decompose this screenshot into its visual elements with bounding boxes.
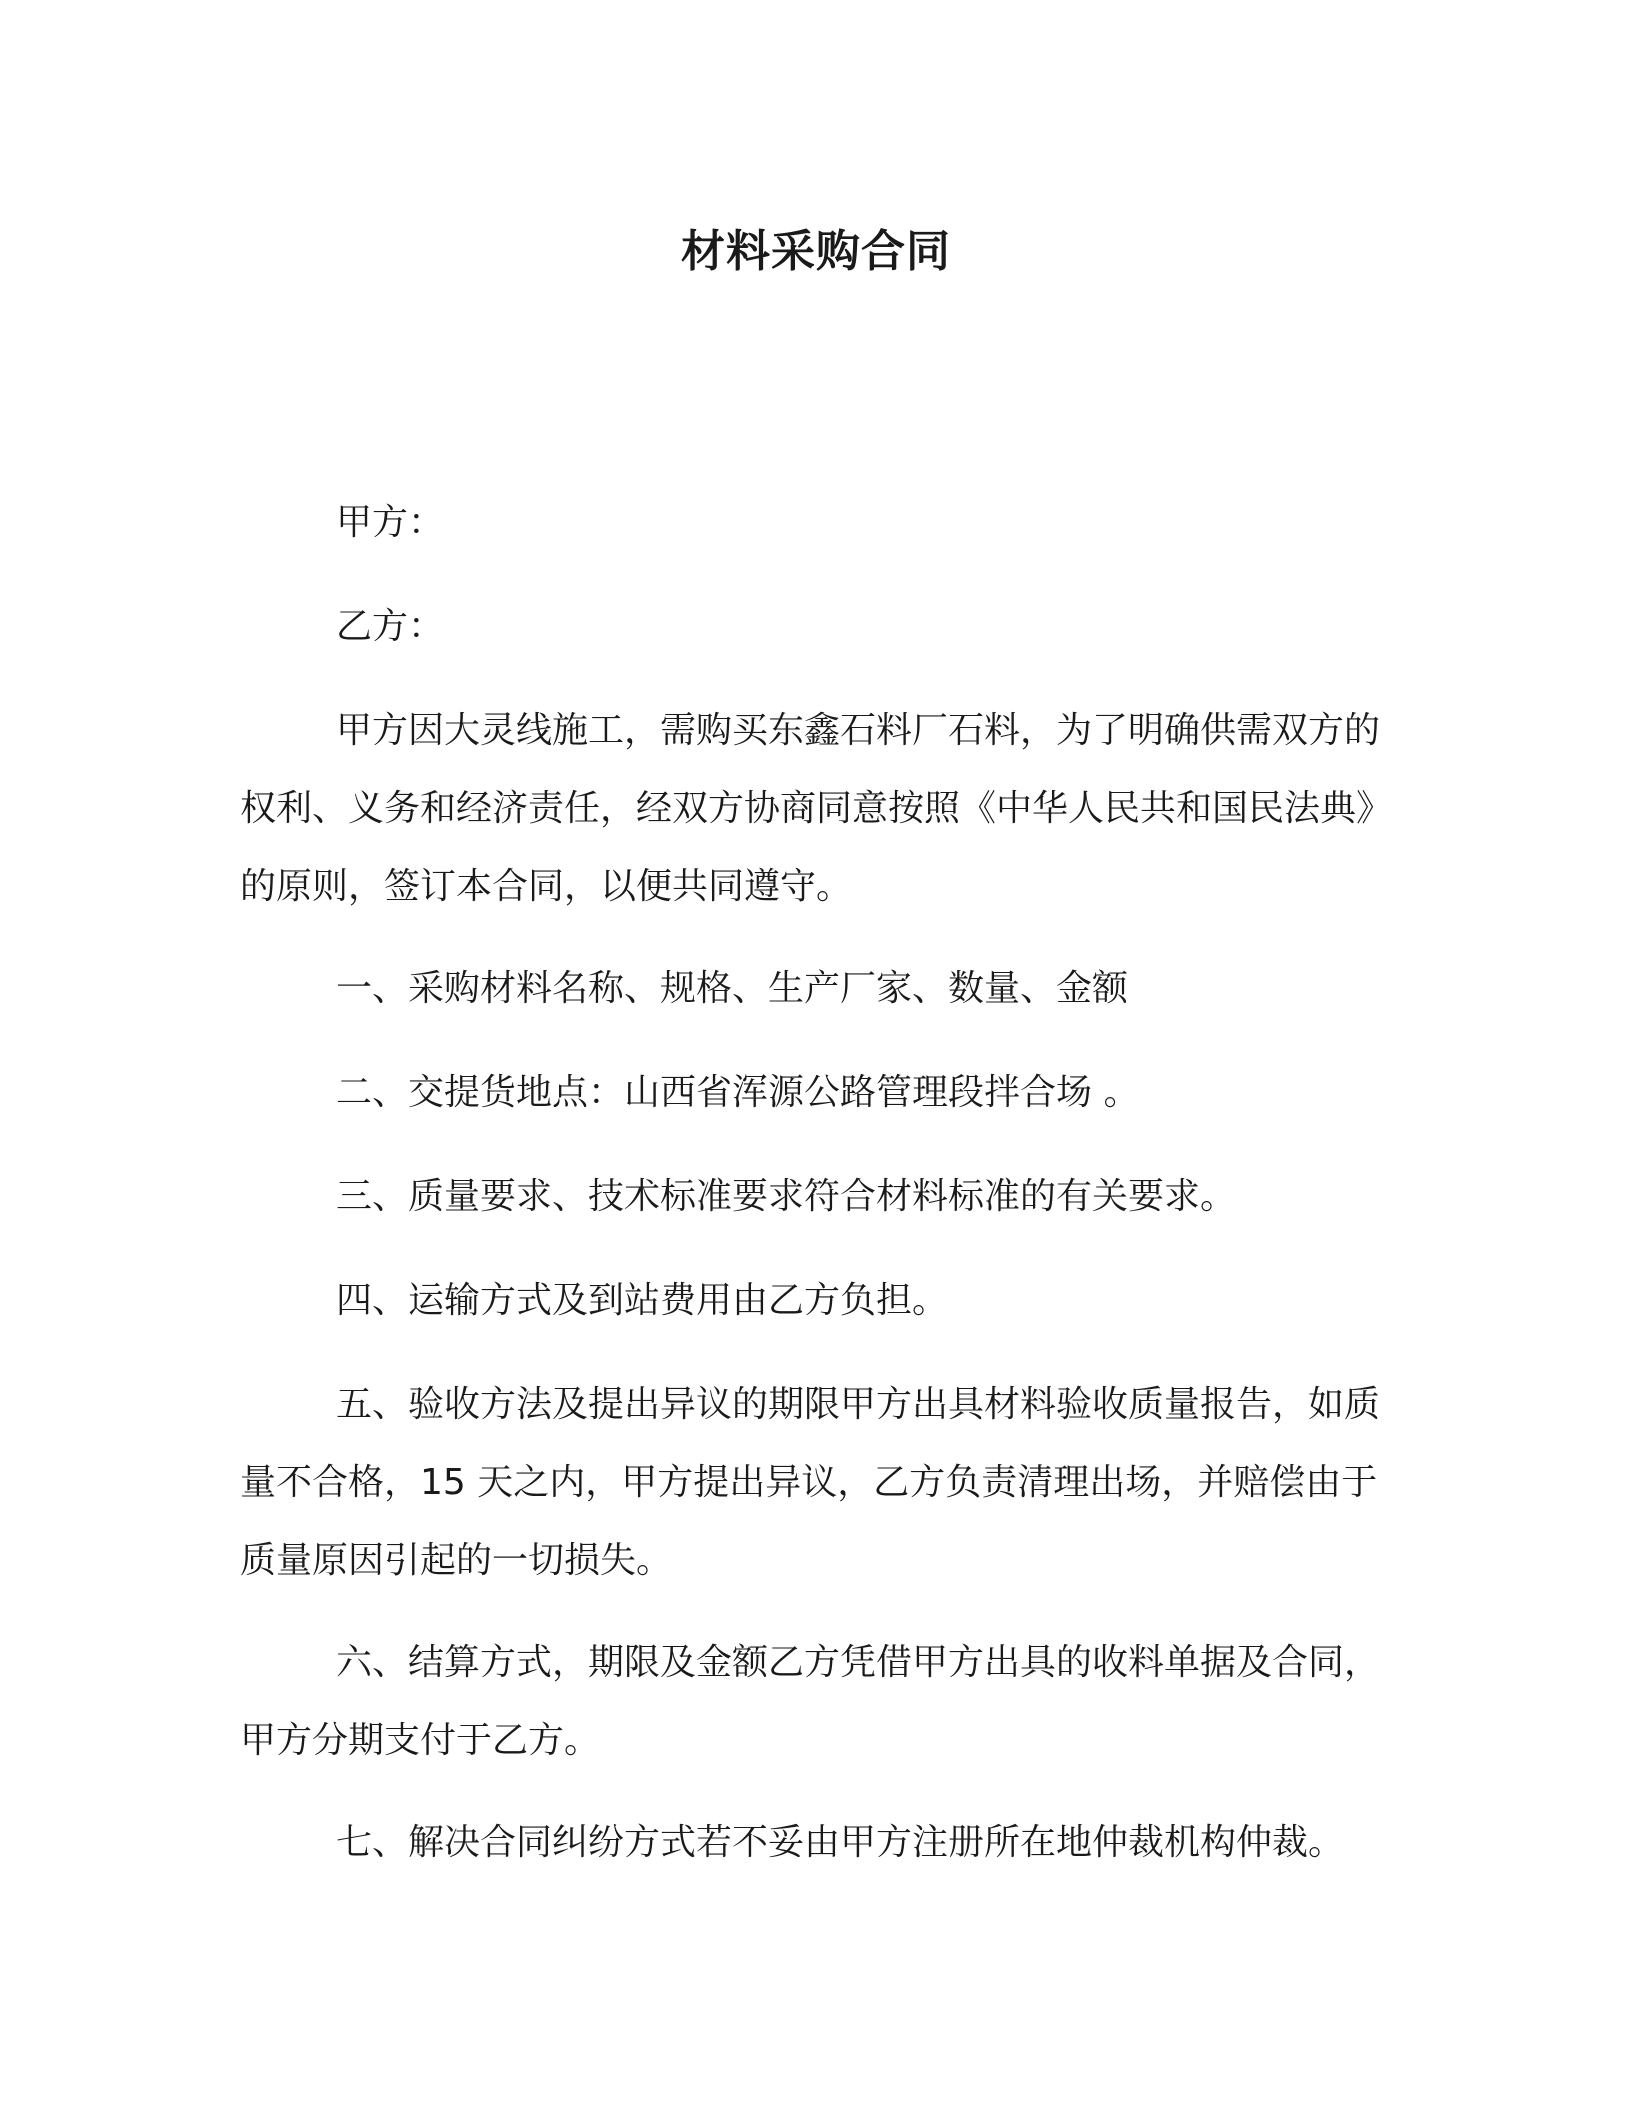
document-title: 材料采购合同 [681,226,951,277]
section-1: 一、采购材料名称、规格、生产厂家、数量、金额 [336,968,1129,1009]
section-5: 五、验收方法及提出异议的期限甲方出具材料验收质量报告，如质量不合格，15 天之内，甲方提出异议，乙方负责清理出场，并赔偿由于质量原因引起的一切损失。 [240,1384,1381,1581]
party-b-line: 乙方： [336,606,445,647]
section-7: 七、解决合同纠纷方式若不妥由甲方注册所在地仲裁机构仲裁。 [336,1822,1345,1863]
intro-paragraph: 甲方因大灵线施工，需购买东鑫石料厂石料，为了明确供需双方的权利、义务和经济责任，经双方协商同意按照《中华人民共和国民法典》的原则，签订本合同，以便共同遵守。 [240,710,1381,907]
section-4: 四、运输方式及到站费用由乙方负担。 [336,1280,949,1321]
section-3: 三、质量要求、技术标准要求符合材料标准的有关要求。 [336,1176,1237,1217]
section-6: 六、结算方式，期限及金额乙方凭借甲方出具的收料单据及合同，甲方分期支付于乙方。 [240,1642,1381,1761]
section-2: 二、交提货地点：山西省浑源公路管理段拌合场 。 [336,1072,1140,1113]
party-a-line: 甲方： [336,502,445,543]
